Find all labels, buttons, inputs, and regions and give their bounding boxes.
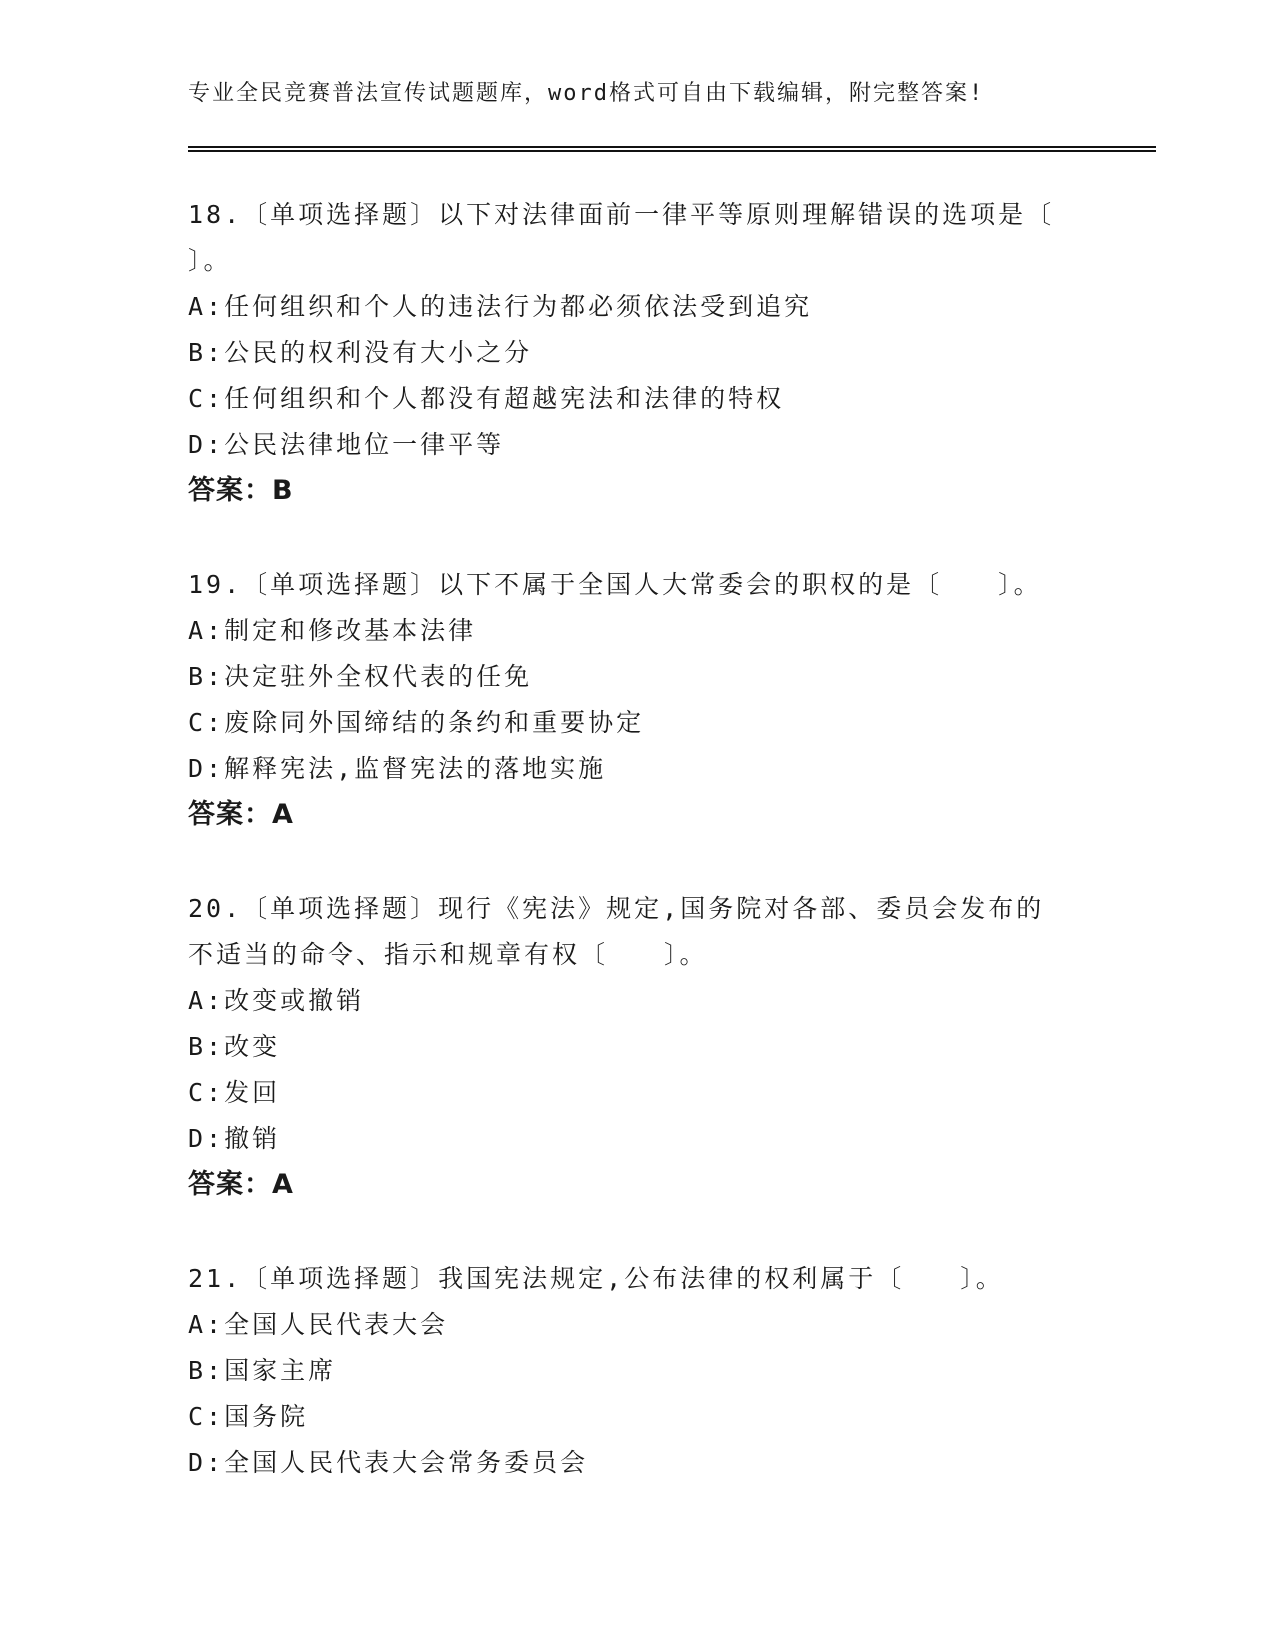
question-stem-line: 18.〔单项选择题〕以下对法律面前一律平等原则理解错误的选项是〔 [188, 200, 1055, 229]
option-d: D:全国人民代表大会常务委员会 [188, 1448, 589, 1477]
answer-label: 答案：A [188, 799, 294, 830]
question-20 [188, 886, 1088, 1208]
question-stem-line: 不适当的命令、指示和规章有权〔 〕。 [188, 940, 708, 969]
option-a: A:改变或撤销 [188, 986, 365, 1015]
page-header: 专业全民竞赛普法宣传试题题库，word格式可自由下载编辑，附完整答案! [188, 81, 985, 106]
question-stem-line: 21.〔单项选择题〕我国宪法规定,公布法律的权利属于〔 〕。 [188, 1264, 1004, 1293]
option-d: D:解释宪法,监督宪法的落地实施 [188, 754, 607, 783]
option-c: C:发回 [188, 1078, 281, 1107]
option-a: A:任何组织和个人的违法行为都必须依法受到追究 [188, 292, 813, 321]
option-a: A:制定和修改基本法律 [188, 616, 477, 645]
answer-label: 答案：B [188, 475, 294, 506]
question-18 [188, 192, 1088, 514]
option-c: C:国务院 [188, 1402, 309, 1431]
question-21 [188, 1256, 1088, 1486]
option-c: C:废除同外国缔结的条约和重要协定 [188, 708, 645, 737]
question-19 [188, 562, 1088, 838]
answer-label: 答案：A [188, 1169, 294, 1200]
option-a: A:全国人民代表大会 [188, 1310, 449, 1339]
option-c: C:任何组织和个人都没有超越宪法和法律的特权 [188, 384, 785, 413]
question-stem-line: 19.〔单项选择题〕以下不属于全国人大常委会的职权的是〔 〕。 [188, 570, 1042, 599]
question-stem-line: 〕。 [188, 246, 232, 275]
header-double-rule [188, 146, 1156, 152]
option-d: D:撤销 [188, 1124, 281, 1153]
option-b: B:国家主席 [188, 1356, 337, 1385]
option-b: B:公民的权利没有大小之分 [188, 338, 533, 367]
option-b: B:改变 [188, 1032, 281, 1061]
option-b: B:决定驻外全权代表的任免 [188, 662, 533, 691]
question-stem-line: 20.〔单项选择题〕现行《宪法》规定,国务院对各部、委员会发布的 [188, 894, 1045, 923]
option-d: D:公民法律地位一律平等 [188, 430, 505, 459]
